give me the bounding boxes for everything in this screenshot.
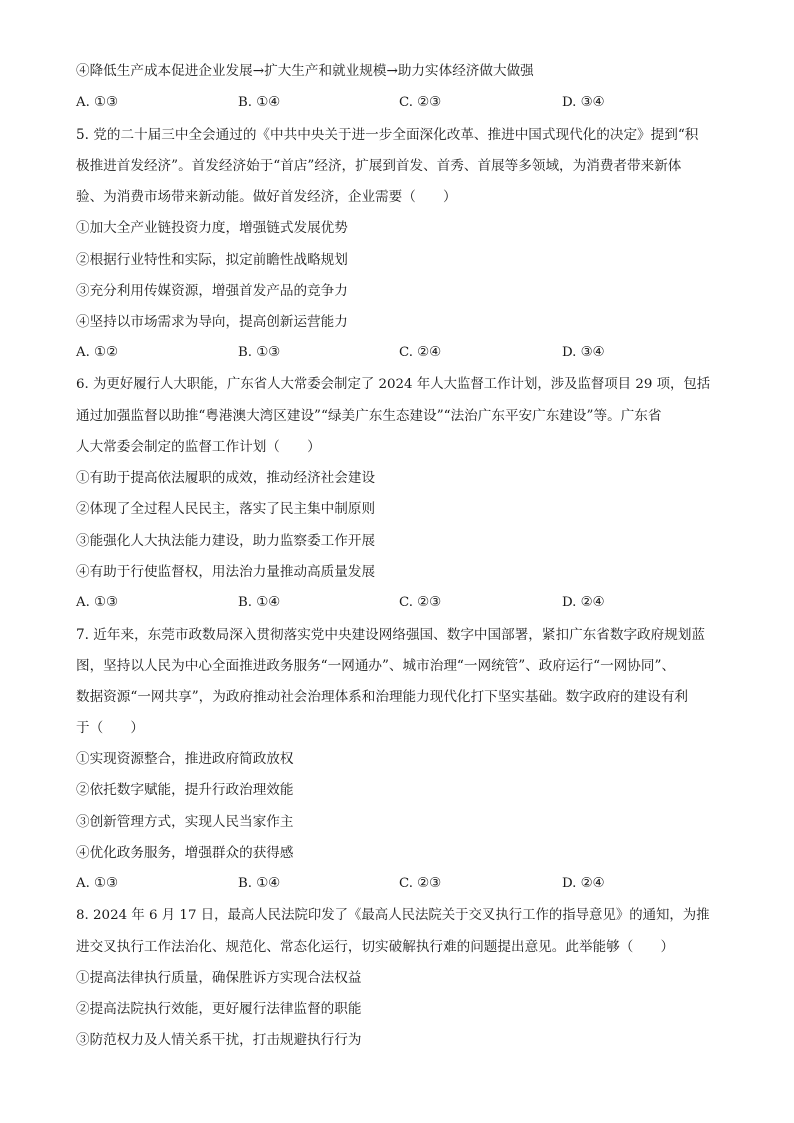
q4-option-b[interactable]: B. ①④: [238, 95, 281, 110]
q5-stem-line-3: 验、为消费市场带来新动能。做好首发经济，企业需要（ ）: [76, 189, 457, 205]
q7-stem-line-4: 于（ ）: [76, 720, 144, 736]
q5-item-4: ④坚持以市场需求为导向，提高创新运营能力: [76, 314, 348, 330]
q5-option-a[interactable]: A. ①②: [76, 345, 118, 360]
q6-options: [76, 594, 716, 612]
q6-item-1: ①有助于提高依法履职的成效，推动经济社会建设: [76, 470, 376, 486]
q4-item-4: ④降低生产成本促进企业发展→扩大生产和就业规模→助力实体经济做大做强: [76, 63, 534, 79]
q5-item-2: ②根据行业特性和实际，拟定前瞻性战略规划: [76, 252, 348, 268]
q6-stem-line-1: 6. 为更好履行人大职能，广东省人大常委会制定了 2024 年人大监督工作计划，涉及监督项目 29 项，包括: [76, 377, 711, 392]
q7-option-b[interactable]: B. ①④: [238, 876, 281, 891]
q7-item-4: ④优化政务服务，增强群众的获得感: [76, 845, 294, 861]
q7-option-d[interactable]: D. ②④: [562, 876, 605, 891]
q7-options: [76, 875, 716, 893]
q5-option-c[interactable]: C. ②④: [399, 345, 441, 360]
q4-option-c[interactable]: C. ②③: [399, 95, 441, 110]
q8-stem-line-2: 进交叉执行工作法治化、规范化、常态化运行，切实破解执行难的问题提出意见。此举能够（ ）: [76, 939, 675, 955]
q7-item-2: ②依托数字赋能，提升行政治理效能: [76, 782, 294, 798]
q6-item-3: ③能强化人大执法能力建设，助力监察委工作开展: [76, 533, 376, 549]
q6-option-d[interactable]: D. ②④: [562, 595, 605, 610]
q5-stem-line-1: 5. 党的二十届三中全会通过的《中共中央关于进一步全面深化改革、推进中国式现代化的决定》提到“积: [76, 127, 699, 143]
q7-item-1: ①实现资源整合，推进政府简政放权: [76, 751, 294, 767]
q5-option-d[interactable]: D. ③④: [562, 345, 605, 360]
q4-options: [76, 94, 716, 112]
q7-item-3: ③创新管理方式，实现人民当家作主: [76, 814, 294, 830]
q6-item-2: ②体现了全过程人民民主，落实了民主集中制原则: [76, 501, 376, 517]
q8-item-2: ②提高法院执行效能，更好履行法律监督的职能: [76, 1001, 362, 1017]
q6-stem-line-2: 通过加强监督以助推“粤港澳大湾区建设”“绿美广东生态建设”“法治广东平安广东建设”等。广东省: [76, 408, 662, 424]
q7-stem-line-3: 数据资源“一网共享”，为政府推动社会治理体系和治理能力现代化打下坚实基础。数字政府的建设有利: [76, 689, 689, 705]
q5-item-1: ①加大全产业链投资力度，增强链式发展优势: [76, 220, 348, 236]
q8-stem-line-1: 8. 2024 年 6 月 17 日，最高人民法院印发了《最高人民法院关于交叉执行工作的指导意见》的通知，为推: [76, 908, 710, 923]
q8-item-1: ①提高法律执行质量，确保胜诉方实现合法权益: [76, 970, 362, 986]
q4-option-d[interactable]: D. ③④: [562, 95, 605, 110]
q7-stem-line-2: 图，坚持以人民为中心全面推进政务服务“一网通办”、城市治理“一网统管”、政府运行“一网协同”、: [76, 658, 676, 674]
q6-option-a[interactable]: A. ①③: [76, 595, 118, 610]
q4-option-a[interactable]: A. ①③: [76, 95, 118, 110]
q6-item-4: ④有助于行使监督权，用法治力量推动高质量发展: [76, 564, 376, 580]
q6-option-c[interactable]: C. ②③: [399, 595, 441, 610]
q5-item-3: ③充分利用传媒资源，增强首发产品的竞争力: [76, 283, 348, 299]
q6-stem-line-3: 人大常委会制定的监督工作计划（ ）: [76, 439, 321, 455]
q5-option-b[interactable]: B. ①③: [238, 345, 281, 360]
q8-item-3: ③防范权力及人情关系干扰，打击规避执行行为: [76, 1032, 362, 1048]
q7-option-c[interactable]: C. ②③: [399, 876, 441, 891]
q6-option-b[interactable]: B. ①④: [238, 595, 281, 610]
q7-stem-line-1: 7. 近年来，东莞市政数局深入贯彻落实党中央建设网络强国、数字中国部署，紧扣广东省数字政府规划蓝: [76, 627, 706, 643]
q7-option-a[interactable]: A. ①③: [76, 876, 118, 891]
q5-stem-line-2: 极推进首发经济”。首发经济始于“首店”经济，扩展到首发、首秀、首展等多领域，为消费者带来新体: [76, 158, 682, 174]
q5-options: [76, 344, 716, 362]
